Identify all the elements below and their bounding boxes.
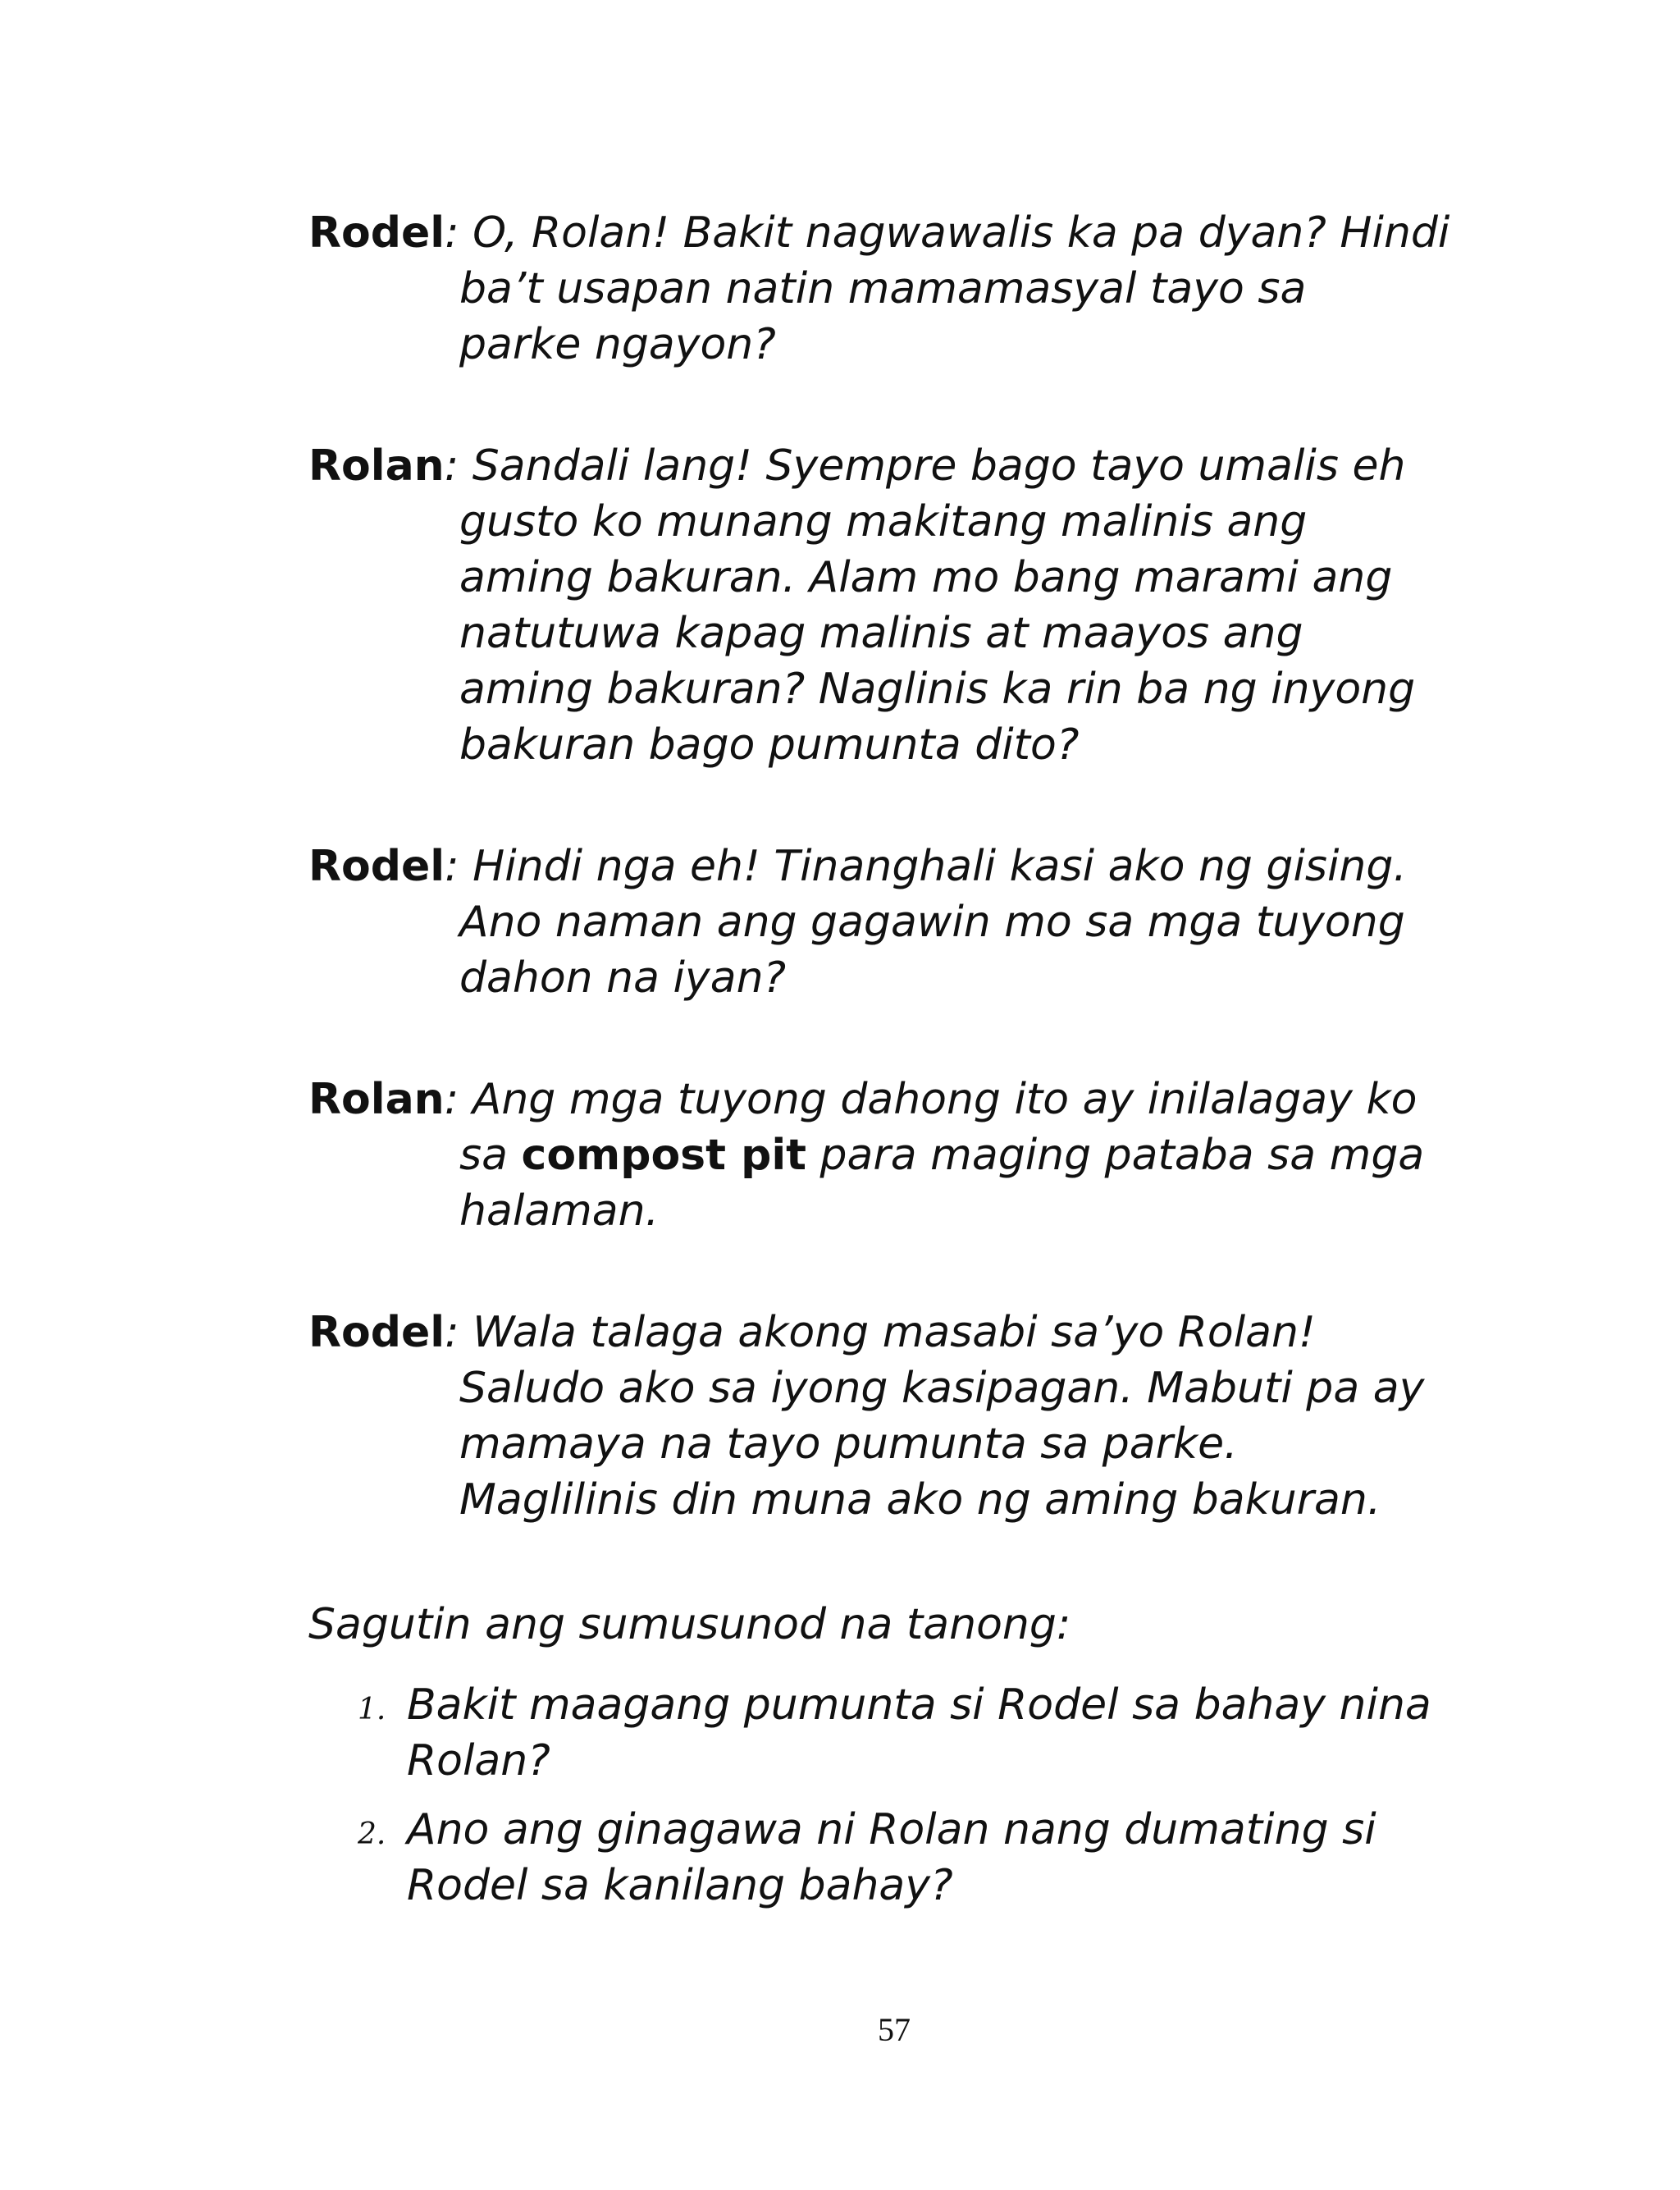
dialogue-block-1 [308,205,1490,373]
dialogue-line [308,205,1490,261]
question-item-2 [358,1802,1506,1913]
dialogue-line [308,1127,1490,1183]
speaker-colon: : [444,1075,459,1124]
speech-text: Sandali lang! Syempre bago tayo umalis eh [459,441,1406,491]
dialogue-line: Saludo ako sa iyong kasipagan. Mabuti pa ay [459,1364,1425,1413]
dialogue-line [308,1305,1490,1360]
speaker-name: Rolan [308,441,445,491]
dialogue-line: dahon na iyan? [459,953,787,1003]
speech-text: O, Rolan! Bakit nagwawalis ka pa dyan? Hindi [459,208,1450,258]
instruction-text: Sagutin ang sumusunod na tanong: [308,1600,1071,1649]
question-text-line: Bakit maagang pumunta si Rodel sa bahay nina [407,1680,1431,1730]
question-number: 2. [358,1817,386,1851]
speaker-colon: : [445,842,459,891]
speaker-colon: : [445,208,459,258]
dialogue-block-4 [308,1072,1490,1239]
speaker-name: Rodel [308,1308,445,1357]
key-term: compost pit [521,1131,806,1180]
speaker-colon: : [444,441,459,491]
dialogue-line: natutuwa kapag malinis at maayos ang [459,609,1303,658]
dialogue-line: bakuran bago pumunta dito? [459,720,1080,770]
question-text-line: Ano ang ginagawa ni Rolan nang dumating si [407,1805,1376,1854]
speaker-name: Rodel [308,208,445,258]
dialogue-line [308,1072,1490,1127]
speaker-colon: : [445,1308,459,1357]
speech-text: Hindi nga eh! Tinanghali kasi ako ng gising. [459,842,1407,891]
dialogue-line [308,839,1490,894]
dialogue-line: ba’t usapan natin mamamasyal tayo sa [459,264,1307,313]
dialogue-line: gusto ko munang makitang malinis ang [459,497,1308,546]
question-number: 1. [358,1693,386,1726]
speaker-name: Rolan [308,1075,445,1124]
speech-text: Ang mga tuyong dahong ito ay inilalagay ko [459,1075,1418,1124]
dialogue-line [308,438,1490,494]
dialogue-line: halaman. [459,1186,660,1236]
dialogue-block-5 [308,1305,1490,1528]
speaker-name: Rodel [308,842,445,891]
dialogue-block-2 [308,438,1490,773]
dialogue-line: aming bakuran. Alam mo bang marami ang [459,553,1393,602]
question-text-line: Rodel sa kanilang bahay? [407,1861,953,1910]
dialogue-line: Ano naman ang gagawin mo sa mga tuyong [459,898,1405,947]
speech-text: sa [459,1131,522,1180]
question-text-line: Rolan? [407,1736,550,1785]
question-item-1 [358,1677,1506,1789]
dialogue-line: aming bakuran? Naglinis ka rin ba ng inyong [459,665,1416,714]
speech-text: Wala talaga akong masabi sa’yo Rolan! [459,1308,1316,1357]
page-number: 57 [878,2011,911,2048]
dialogue-line: parke ngayon? [459,320,776,369]
dialogue-block-3 [308,839,1490,1006]
dialogue-line: Maglilinis din muna ako ng aming bakuran. [459,1475,1381,1525]
speech-text: para maging pataba sa mga [806,1131,1425,1180]
dialogue-line: mamaya na tayo pumunta sa parke. [459,1420,1238,1469]
